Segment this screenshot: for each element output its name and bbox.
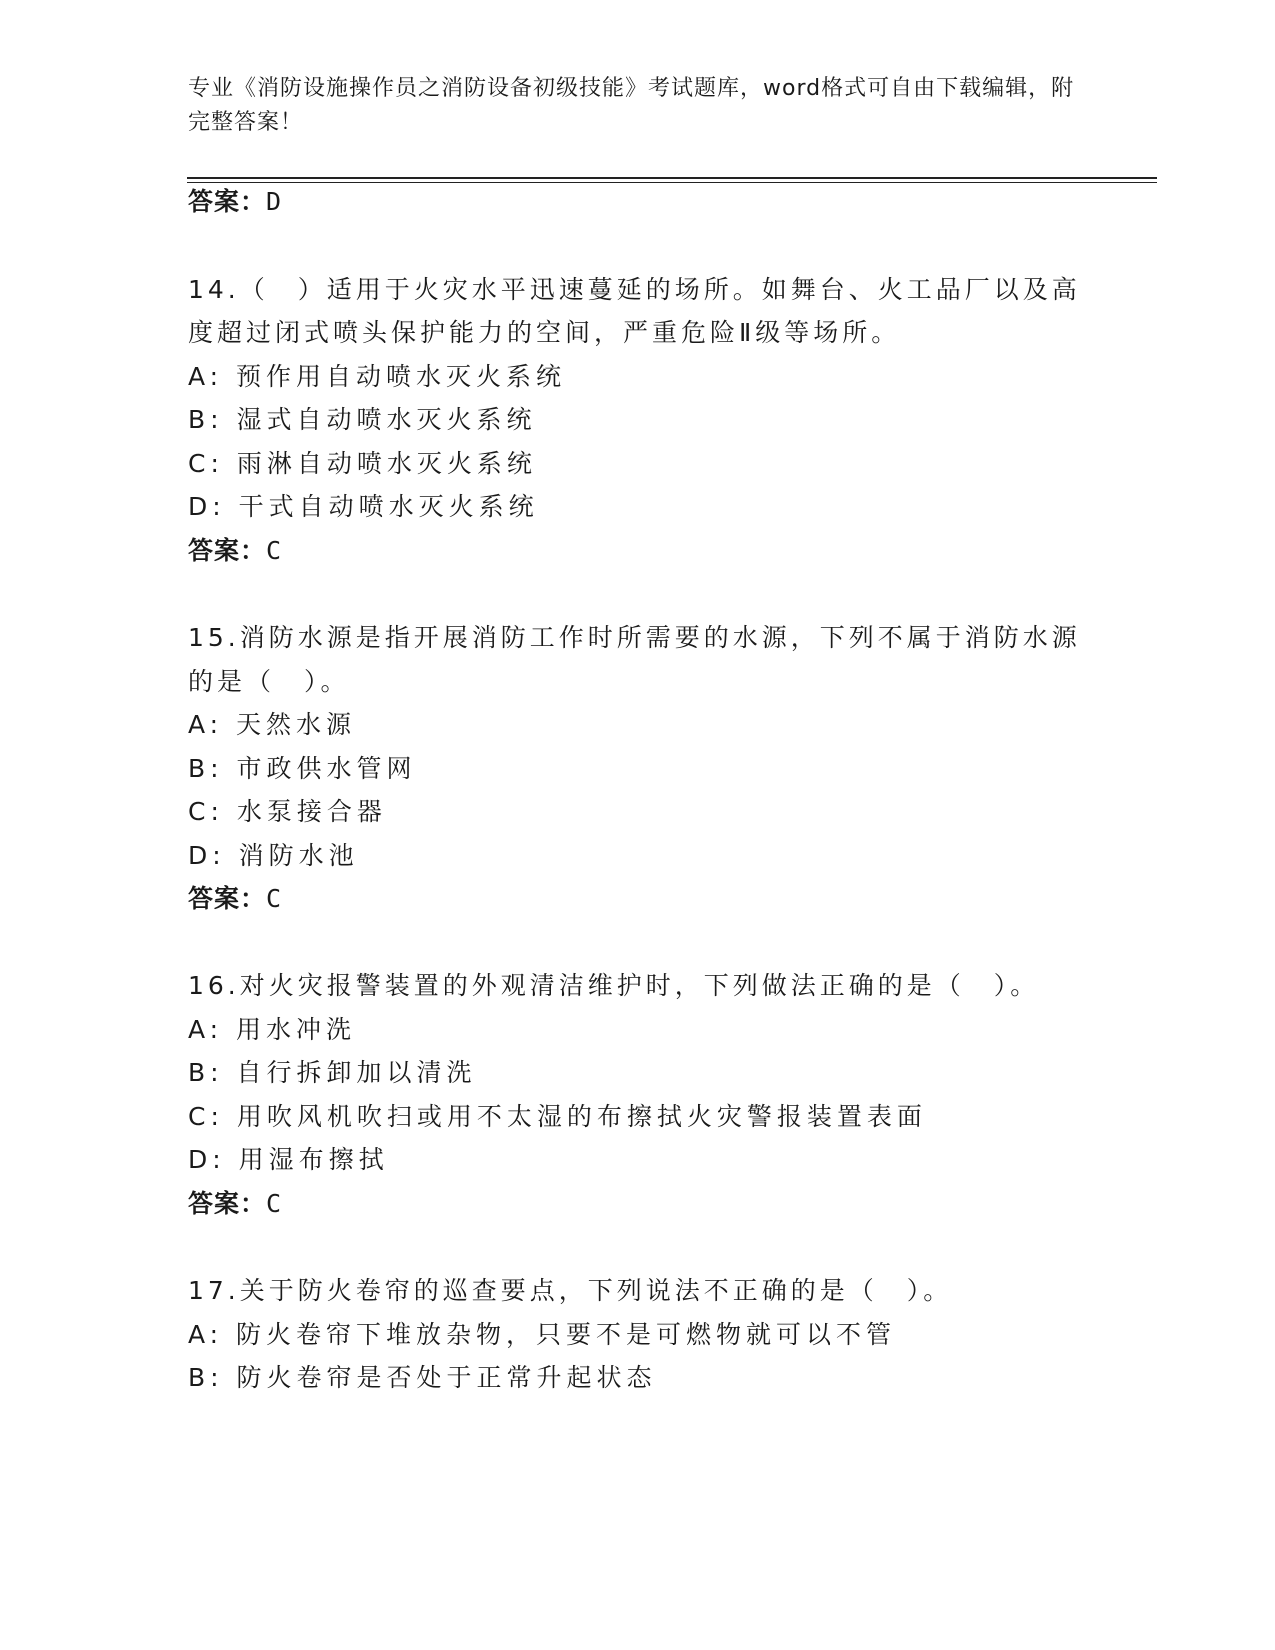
answer-label: 答案：	[188, 187, 267, 216]
question-14-option-b: B: 湿式自动喷水灭火系统	[188, 405, 537, 434]
question-17-stem-line-1: 17.关于防火卷帘的巡查要点，下列说法不正确的是（ ）。	[188, 1276, 953, 1305]
question-16-option-d: D: 用湿布擦拭	[188, 1145, 389, 1174]
question-16-option-c: C: 用吹风机吹扫或用不太湿的布擦拭火灾警报装置表面	[188, 1102, 927, 1131]
question-16-stem-line-1: 16.对火灾报警装置的外观清洁维护时，下列做法正确的是（ ）。	[188, 971, 1040, 1000]
question-17-option-a: A: 防火卷帘下堆放杂物，只要不是可燃物就可以不管	[188, 1320, 897, 1349]
question-16-answer	[188, 1187, 282, 1221]
answer-label: 答案：	[188, 884, 267, 913]
answer-value: C	[266, 1189, 283, 1218]
question-14-answer	[188, 534, 282, 568]
question-16-option-b: B: 自行拆卸加以清洗	[188, 1058, 477, 1087]
header-divider-thick	[187, 177, 1157, 179]
answer-value: C	[266, 536, 283, 565]
question-14-stem-line-1: 14.（ ）适用于火灾水平迅速蔓延的场所。如舞台、火工品厂以及高	[188, 275, 1081, 304]
question-15-option-d: D: 消防水池	[188, 841, 359, 870]
answer-label: 答案：	[188, 1189, 267, 1218]
question-16-option-a: A: 用水冲洗	[188, 1015, 357, 1044]
question-15-option-a: A: 天然水源	[188, 710, 357, 739]
prev-answer-line	[188, 185, 282, 219]
answer-value: D	[266, 187, 283, 216]
question-15-option-b: B: 市政供水管网	[188, 754, 417, 783]
answer-label: 答案：	[188, 536, 267, 565]
question-17-option-b: B: 防火卷帘是否处于正常升起状态	[188, 1363, 657, 1392]
question-14-stem-line-2: 度超过闭式喷头保护能力的空间，严重危险Ⅱ级等场所。	[188, 318, 901, 347]
question-15-answer	[188, 882, 282, 916]
question-14-option-a: A: 预作用自动喷水灭火系统	[188, 362, 567, 391]
document-header: 专业《消防设施操作员之消防设备初级技能》考试题库，word格式可自由下载编辑，附完整答案！	[188, 76, 1075, 135]
question-15-stem-line-1: 15.消防水源是指开展消防工作时所需要的水源，下列不属于消防水源	[188, 623, 1081, 652]
answer-value: C	[266, 884, 283, 913]
question-14-option-d: D: 干式自动喷水灭火系统	[188, 492, 539, 521]
question-15-stem-line-2: 的是（ ）。	[188, 667, 350, 696]
header-divider-thin	[187, 182, 1157, 183]
question-14-option-c: C: 雨淋自动喷水灭火系统	[188, 449, 537, 478]
question-15-option-c: C: 水泵接合器	[188, 797, 387, 826]
